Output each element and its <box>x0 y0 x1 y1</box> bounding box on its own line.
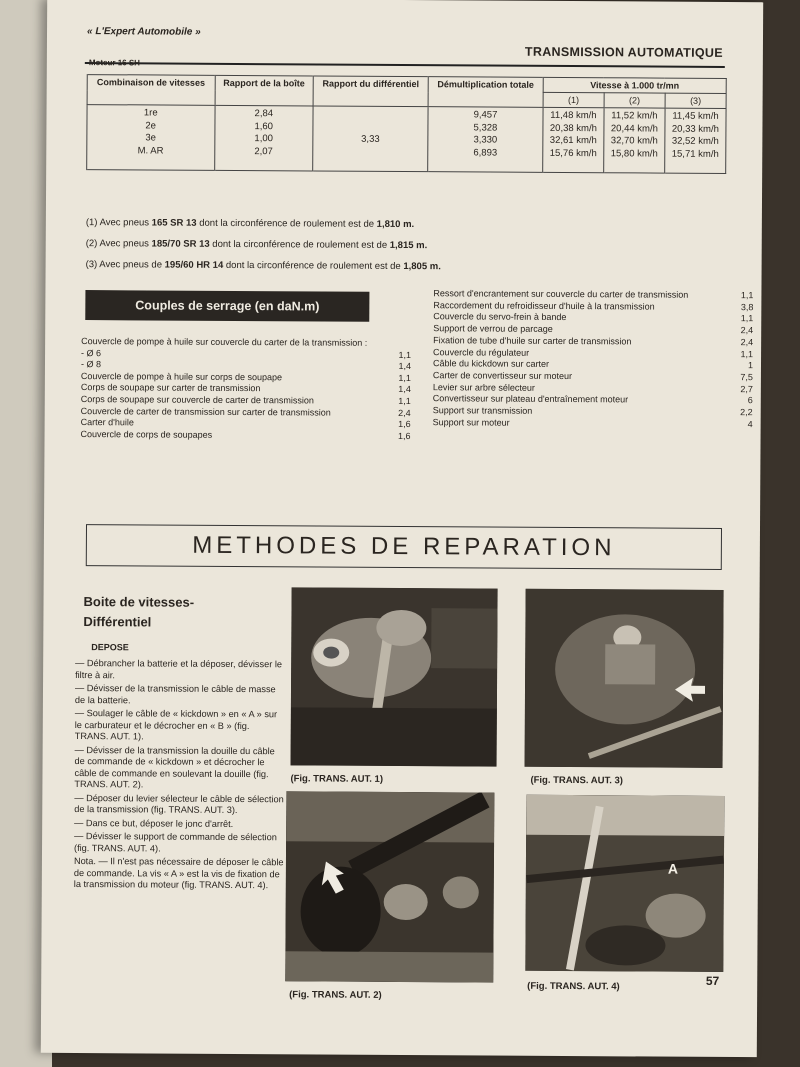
step-item: — Dévisser de la transmission le câble de masse de la batterie. <box>74 683 276 705</box>
speed-column-1: 11,48 km/h 20,38 km/h 32,61 km/h 15,76 km/h <box>543 107 604 172</box>
torque-row: Support sur transmission 2,2 <box>432 405 753 418</box>
motor-label: Moteur 16 SH <box>88 58 140 68</box>
gear-column: 1re 2e 3e M. AR <box>87 105 215 171</box>
speed-column-2: 11,52 km/h 20,44 km/h 32,70 km/h 15,80 km/h <box>604 108 665 173</box>
figure-photo-1 <box>291 587 498 766</box>
step-item: — Dans ce but, déposer le jonc d'arrêt. <box>74 817 234 829</box>
page-number: 57 <box>705 973 720 988</box>
table-header: Rapport du différentiel <box>313 76 428 107</box>
document-page <box>41 0 763 1057</box>
methodes-banner: METHODES DE REPARATION <box>86 524 722 570</box>
header-rule <box>85 62 725 68</box>
torque-row: Couvercle de pompe à huile sur couvercle du carter de la transmission : <box>81 336 368 348</box>
figure-photo-2 <box>285 791 494 982</box>
tyre-notes <box>86 212 442 277</box>
torque-row: Levier sur arbre sélecteur 2,7 <box>432 381 753 394</box>
table-subheader: (2) <box>604 93 665 108</box>
table-subheader: (1) <box>543 92 604 107</box>
torque-row: Support de verrou de parcage 2,4 <box>433 323 754 336</box>
torque-row: Support sur moteur 4 <box>432 416 753 429</box>
torque-row: Couvercle de pompe à huile sur corps de soupape 1,1 <box>80 370 411 383</box>
torque-title: Couples de serrage (en daN.m) <box>85 290 369 322</box>
torque-row: Corps de soupape sur carter de transmission 1,4 <box>80 382 411 395</box>
table-header: Rapport de la boîte <box>215 75 314 106</box>
figure-photo-4 <box>525 795 724 972</box>
torque-row: Corps de soupape sur couvercle de carter de transmission 1,1 <box>80 394 411 407</box>
section-header: TRANSMISSION AUTOMATIQUE <box>524 44 723 60</box>
torque-row: - Ø 6 1,1 <box>81 347 412 360</box>
step-item: — Soulager le câble de « kickdown » en « A » sur le carburateur et le décrocher en « B » (fig. TRANS. AUT. 1). <box>74 708 278 742</box>
table-header: Combinaison de vitesses <box>87 75 215 106</box>
table-header: Vitesse à 1.000 tr/mn <box>543 77 726 93</box>
figure-caption-4: (Fig. TRANS. AUT. 4) <box>527 980 620 993</box>
torque-row: Couvercle de corps de soupapes 1,6 <box>80 428 411 441</box>
gear-ratio-table <box>86 74 727 174</box>
torque-row: Couvercle de carter de transmission sur carter de transmission 2,4 <box>80 405 411 418</box>
table-header: Démultiplication totale <box>428 77 543 108</box>
magazine-header: « L'Expert Automobile » <box>86 26 201 38</box>
torque-row: Carter de convertisseur sur moteur 7,5 <box>432 370 753 383</box>
torque-row: Ressort d'encrantement sur couvercle du carter de transmission 1,1 <box>433 288 754 301</box>
torque-row: Fixation de tube d'huile sur carter de transmission 2,4 <box>433 334 754 347</box>
procedure-steps <box>74 658 285 894</box>
step-item: — Déposer du levier sélecteur le câble de sélection de la transmission (fig. TRANS. AUT. 3). <box>74 792 284 816</box>
depose-label: DEPOSE <box>91 642 129 653</box>
speed-column-3: 11,45 km/h 20,33 km/h 32,52 km/h 15,71 km/h <box>665 108 726 173</box>
step-item: — Débrancher la batterie et la déposer, dévisser le filtre à air. <box>75 658 283 680</box>
torque-list-right <box>433 288 754 430</box>
torque-list-left <box>81 336 412 442</box>
section-title: Boite de vitesses- Différentiel <box>83 594 195 630</box>
torque-row: - Ø 8 1,4 <box>80 359 412 372</box>
table-subheader: (3) <box>665 93 726 108</box>
figure-caption-3: (Fig. TRANS. AUT. 3) <box>530 774 624 787</box>
total-ratio-column: 9,457 5,328 3,330 6,893 <box>428 107 543 173</box>
step-item: Nota. — Il n'est pas nécessaire de déposer le câble de commande. La vis « A » est la vis de fixation de la transmission du moteur (fig. TRANS. AUT. 4). <box>73 856 284 891</box>
note-line: (1) Avec pneus 165 SR 13 dont la circonférence de roulement est de 1,810 m. <box>85 217 415 231</box>
torque-row: Câble du kickdown sur carter 1 <box>432 358 754 371</box>
table-body <box>87 105 726 174</box>
torque-row: Couvercle du régulateur 1,1 <box>433 346 754 359</box>
torque-row: Raccordement du refroidisseur d'huile à la transmission 3,8 <box>433 299 754 312</box>
figure-photo-3 <box>525 589 724 768</box>
note-line: (3) Avec pneus de 195/60 HR 14 dont la circonférence de roulement est de 1,805 m. <box>85 259 441 273</box>
step-item: — Dévisser le support de commande de sélection (fig. TRANS. AUT. 4). <box>74 831 277 854</box>
torque-row: Carter d'huile 1,6 <box>80 417 411 430</box>
step-item: — Dévisser de la transmission la douille du câble de commande de « kickdown » et décrocher le câble de commande en soulevant la douille (fig. TRANS. AUT. 2). <box>74 744 275 790</box>
figure-caption-1: (Fig. TRANS. AUT. 1) <box>290 773 384 785</box>
note-line: (2) Avec pneus 185/70 SR 13 dont la circonférence de roulement est de 1,815 m. <box>85 238 428 252</box>
torque-row: Convertisseur sur plateau d'entraînement moteur 6 <box>432 393 753 406</box>
figure-caption-2: (Fig. TRANS. AUT. 2) <box>289 989 382 1001</box>
label-a: A <box>667 860 679 877</box>
torque-row: Couvercle du servo-frein à bande 1,1 <box>433 311 754 324</box>
box-ratio-column: 2,84 1,60 1,00 2,07 <box>214 105 313 171</box>
diff-ratio-column: 3,33 <box>313 106 428 172</box>
